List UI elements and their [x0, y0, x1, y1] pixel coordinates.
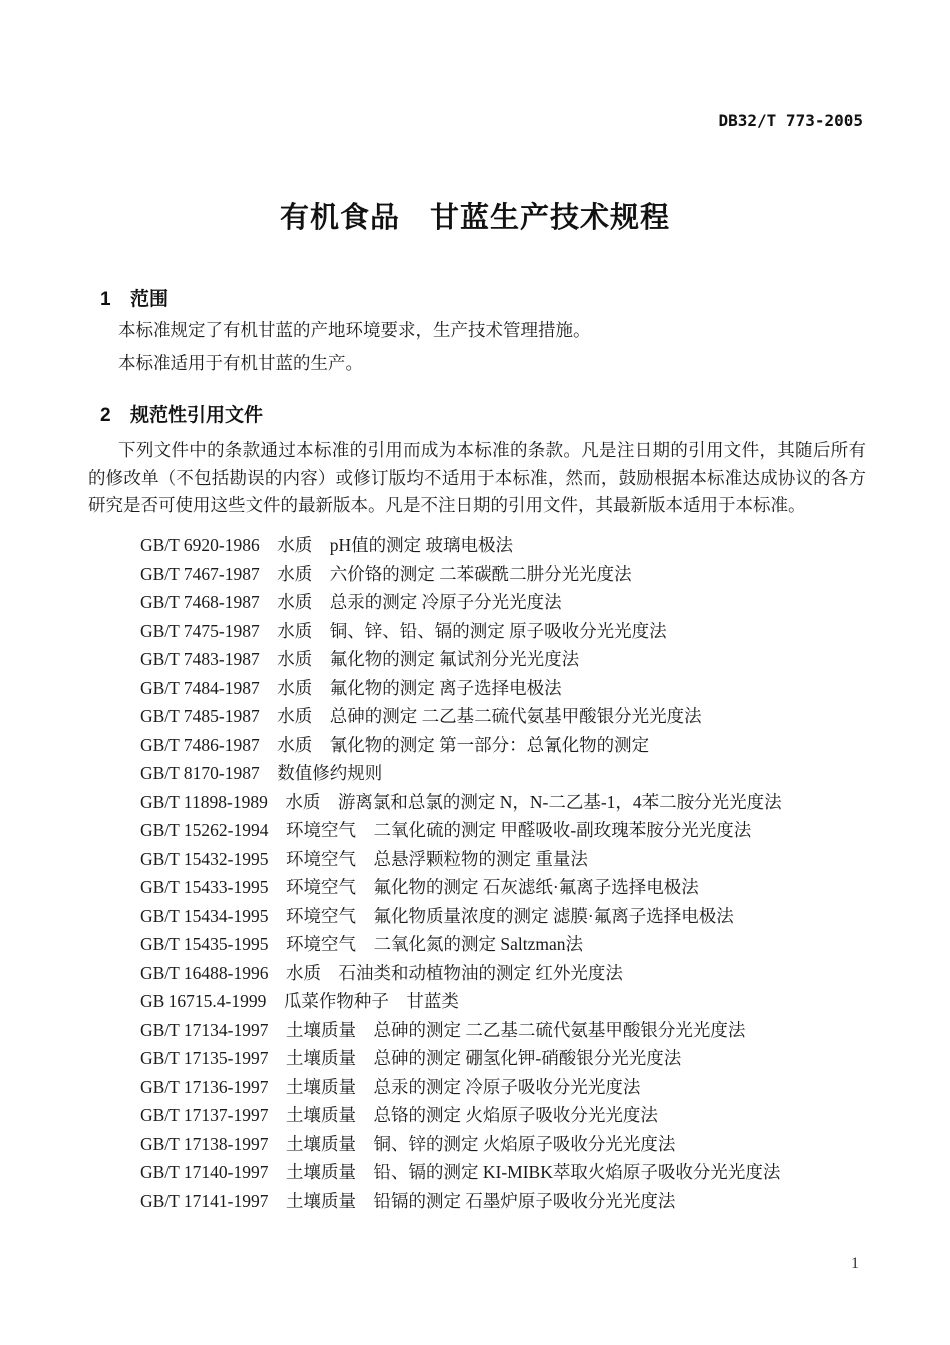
reference-item: GB/T 7486-1987 水质 氰化物的测定 第一部分：总氰化物的测定 — [140, 734, 650, 755]
reference-item: GB/T 15432-1995 环境空气 总悬浮颗粒物的测定 重量法 — [140, 848, 588, 869]
scope-paragraphs — [88, 314, 866, 380]
reference-item: GB/T 8170-1987 数值修约规则 — [140, 763, 383, 783]
reference-item: GB/T 15435-1995 环境空气 二氧化氮的测定 Saltzman法 — [140, 934, 583, 954]
reference-item: GB/T 7485-1987 水质 总砷的测定 二乙基二硫代氨基甲酸银分光光度法 — [140, 706, 702, 726]
section-number: 1 — [100, 289, 111, 310]
scope-paragraph: 本标准规定了有机甘蓝的产地环境要求，生产技术管理措施。 — [118, 320, 591, 340]
scope-paragraph: 本标准适用于有机甘蓝的生产。 — [118, 353, 363, 373]
section-heading-scope — [100, 284, 168, 311]
reference-item: GB/T 17136-1997 土壤质量 总汞的测定 冷原子吸收分光光度法 — [140, 1076, 641, 1097]
reference-item: GB/T 7484-1987 水质 氟化物的测定 离子选择电极法 — [140, 677, 562, 698]
reference-item: GB/T 6920-1986 水质 pH值的测定 玻璃电极法 — [140, 535, 514, 555]
page-number: 1 — [851, 1255, 859, 1272]
reference-item: GB/T 7475-1987 水质 铜、锌、铅、镉的测定 原子吸收分光光度法 — [140, 620, 667, 641]
reference-item: GB/T 17135-1997 土壤质量 总砷的测定 硼氢化钾-硝酸银分光光度法 — [140, 1048, 682, 1068]
reference-item: GB/T 17138-1997 土壤质量 铜、锌的测定 火焰原子吸收分光光度法 — [140, 1133, 676, 1154]
document-title: 有机食品 甘蓝生产技术规程 — [279, 202, 670, 234]
section-title: 规范性引用文件 — [130, 405, 264, 426]
reference-item: GB/T 17140-1997 土壤质量 铅、镉的测定 KI-MIBK萃取火焰原子吸收分光光度法 — [140, 1162, 781, 1182]
reference-item: GB/T 16488-1996 水质 石油类和动植物油的测定 红外光度法 — [140, 962, 623, 983]
section-heading-normative-references — [100, 400, 263, 427]
reference-item: GB/T 17134-1997 土壤质量 总砷的测定 二乙基二硫代氨基甲酸银分光光度法 — [140, 1019, 746, 1040]
standard-code-header: DB32/T 773-2005 — [718, 111, 863, 130]
reference-item: GB/T 7483-1987 水质 氟化物的测定 氟试剂分光光度法 — [140, 649, 580, 669]
section-title: 范围 — [130, 289, 169, 310]
reference-item: GB/T 17137-1997 土壤质量 总铬的测定 火焰原子吸收分光光度法 — [140, 1105, 658, 1125]
reference-item: GB 16715.4-1999 瓜菜作物种子 甘蓝类 — [140, 991, 459, 1011]
reference-item: GB/T 15433-1995 环境空气 氟化物的测定 石灰滤纸·氟离子选择电极法 — [140, 877, 699, 897]
section-number: 2 — [100, 405, 111, 426]
reference-item: GB/T 17141-1997 土壤质量 铅镉的测定 石墨炉原子吸收分光光度法 — [140, 1190, 676, 1211]
reference-item: GB/T 7468-1987 水质 总汞的测定 冷原子分光光度法 — [140, 592, 562, 612]
reference-item: GB/T 15434-1995 环境空气 氟化物质量浓度的测定 滤膜·氟离子选择电极法 — [140, 905, 734, 926]
reference-item: GB/T 11898-1989 水质 游离氯和总氯的测定 N，N-二乙基-1，4苯二胺分光光度法 — [140, 791, 782, 812]
reference-list — [140, 531, 782, 1215]
reference-item: GB/T 15262-1994 环境空气 二氧化硫的测定 甲醛吸收-副玫瑰苯胺分光光度法 — [140, 820, 752, 840]
normative-references-intro: 下列文件中的条款通过本标准的引用而成为本标准的条款。凡是注日期的引用文件，其随后所有的修改单（不包括勘误的内容）或修订版均不适用于本标准，然而，鼓励根据本标准达成协议的各方研究是否可使用这些文件的最新版本。凡是不注日期的引用文件，其最新版本适用于本标准。 — [88, 440, 866, 516]
reference-item: GB/T 7467-1987 水质 六价铬的测定 二苯碳酰二肼分光光度法 — [140, 563, 632, 584]
